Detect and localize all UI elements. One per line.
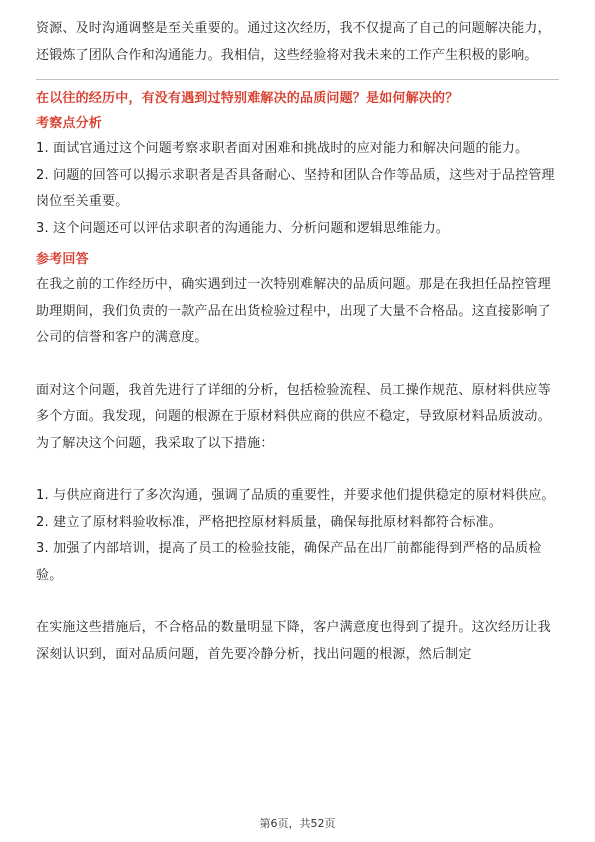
- analysis-item: 2. 问题的回答可以揭示求职者是否具备耐心、坚持和团队合作等品质，这些对于品控管理岗位至关重要。: [36, 167, 555, 209]
- answer-paragraph-1: 在我之前的工作经历中，确实遇到过一次特别难解决的品质问题。那是在我担任品控管理助理期间，我们负责的一款产品在出货检验过程中，出现了大量不合格品。这直接影响了公司的信誉和客户的满意度。: [36, 277, 551, 345]
- section-divider: [36, 79, 559, 80]
- intro-paragraph: 资源、及时沟通调整是至关重要的。通过这次经历，我不仅提高了自己的问题解决能力，还锻炼了团队合作和沟通能力。我相信，这些经验将对我未来的工作产生积极的影响。: [36, 21, 551, 63]
- analysis-item: 1. 面试官通过这个问题考察求职者面对困难和挑战时的应对能力和解决问题的能力。: [36, 141, 529, 156]
- answer-title: 参考回答: [36, 252, 89, 267]
- measure-item: 2. 建立了原材料验收标准，严格把控原材料质量，确保每批原材料都符合标准。: [36, 514, 502, 530]
- analysis-item: 3. 这个问题还可以评估求职者的沟通能力、分析问题和逻辑思维能力。: [36, 220, 450, 236]
- page-number-footer: 第6页，共52页: [259, 817, 336, 830]
- measure-item: 3. 加强了内部培训，提高了员工的检验技能，确保产品在出厂前都能得到严格的品质检验。: [36, 541, 542, 583]
- answer-paragraph-2: 面对这个问题，我首先进行了详细的分析，包括检验流程、员工操作规范、原材料供应等多个方面。我发现，问题的根源在于原材料供应商的供应不稳定，导致原材料品质波动。为了解决这个问题，我采取了以下措施：: [36, 382, 551, 451]
- paragraph-gap: [36, 589, 559, 615]
- measure-item: 1. 与供应商进行了多次沟通，强调了品质的重要性，并要求他们提供稳定的原材料供应。: [36, 488, 555, 503]
- page-content: [36, 16, 559, 668]
- paragraph-gap: [36, 457, 559, 483]
- paragraph-gap: [36, 352, 559, 378]
- question-heading: 在以往的经历中，有没有遇到过特别难解决的品质问题？是如何解决的？: [36, 91, 459, 106]
- analysis-title: 考察点分析: [36, 116, 103, 131]
- answer-paragraph-3: 在实施这些措施后，不合格品的数量明显下降，客户满意度也得到了提升。这次经历让我深刻认识到，面对品质问题，首先要冷静分析，找出问题的根源，然后制定: [36, 620, 551, 662]
